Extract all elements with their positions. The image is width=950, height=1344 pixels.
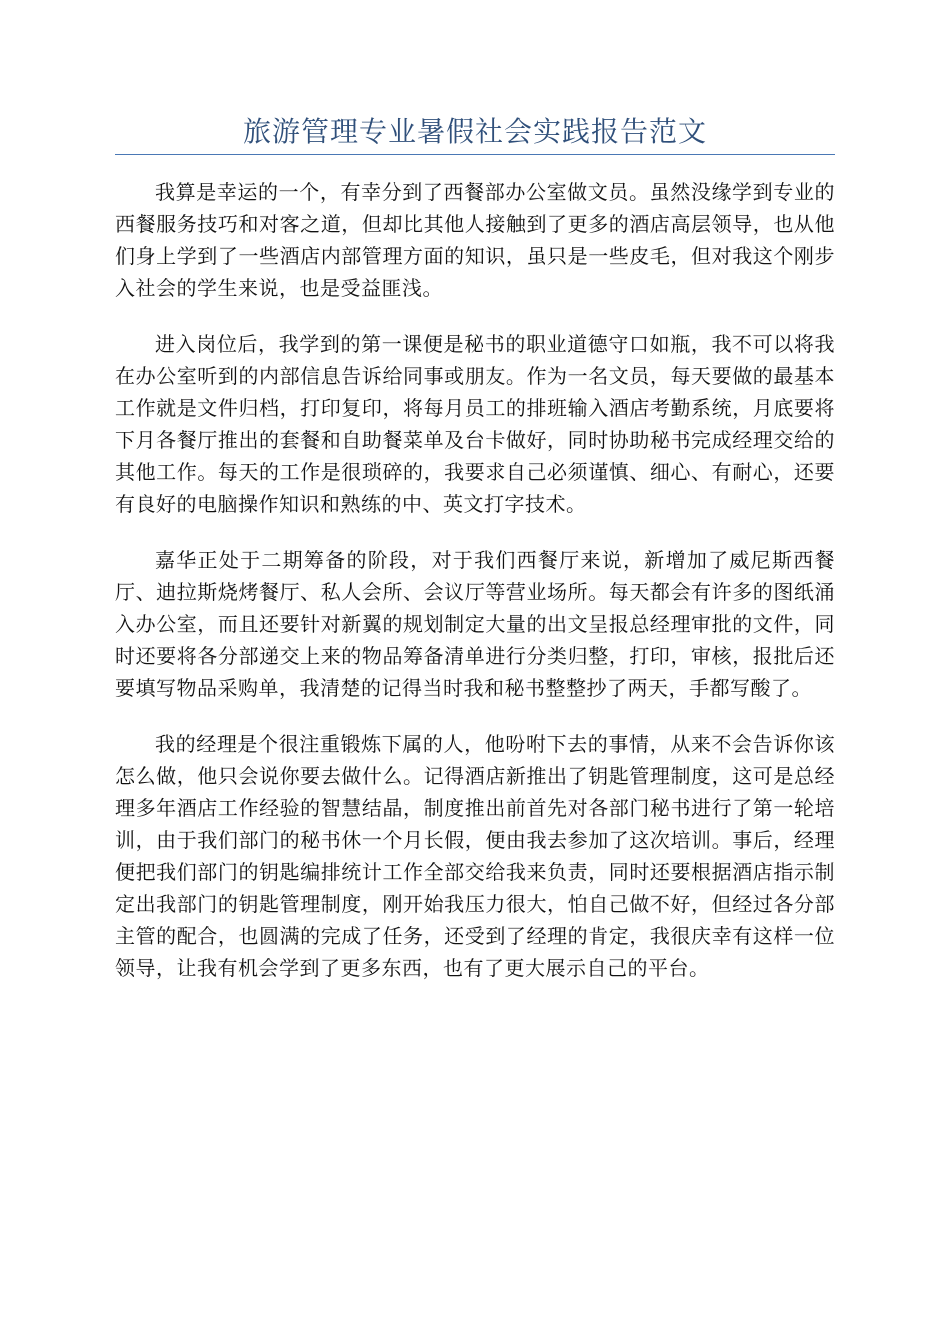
document-body [115,176,835,1008]
paragraph-4: 我的经理是个很注重锻炼下属的人，他吩咐下去的事情，从来不会告诉你该怎么做，他只会说你要去做什么。记得酒店新推出了钥匙管理制度，这可是总经理多年酒店工作经验的智慧结晶，制度推出前首先对各部门秘书进行了第一轮培训，由于我们部门的秘书休一个月长假，便由我去参加了这次培训。事后，经理便把我们部门的钥匙编排统计工作全部交给我来负责，同时还要根据酒店指示制定出我部门的钥匙管理制度，刚开始我压力很大，怕自己做不好，但经过各分部主管的配合，也圆满的完成了任务，还受到了经理的肯定，我很庆幸有这样一位领导，让我有机会学到了更多东西，也有了更大展示自己的平台。 [115,732,835,980]
page-title: 旅游管理专业暑假社会实践报告范文 [242,115,707,148]
paragraph-1: 我算是幸运的一个，有幸分到了西餐部办公室做文员。虽然没缘学到专业的西餐服务技巧和对客之道，但却比其他人接触到了更多的酒店高层领导，也从他们身上学到了一些酒店内部管理方面的知识，虽只是一些皮毛，但对我这个刚步入社会的学生来说，也是受益匪浅。 [115,180,835,300]
paragraph-2: 进入岗位后，我学到的第一课便是秘书的职业道德守口如瓶，我不可以将我在办公室听到的内部信息告诉给同事或朋友。作为一名文员，每天要做的最基本工作就是文件归档，打印复印，将每月员工的排班输入酒店考勤系统，月底要将下月各餐厅推出的套餐和自助餐菜单及台卡做好，同时协助秘书完成经理交给的其他工作。每天的工作是很琐碎的，我要求自己必须谨慎、细心、有耐心，还要有良好的电脑操作知识和熟练的中、英文打字技术。 [115,332,835,516]
paragraph-3: 嘉华正处于二期筹备的阶段，对于我们西餐厅来说，新增加了威尼斯西餐厅、迪拉斯烧烤餐厅、私人会所、会议厅等营业场所。每天都会有许多的图纸涌入办公室，而且还要针对新翼的规划制定大量的出文呈报总经理审批的文件，同时还要将各分部递交上来的物品筹备清单进行分类归整，打印，审核，报批后还要填写物品采购单，我清楚的记得当时我和秘书整整抄了两天，手都写酸了。 [115,548,835,700]
title-underline [115,154,835,155]
